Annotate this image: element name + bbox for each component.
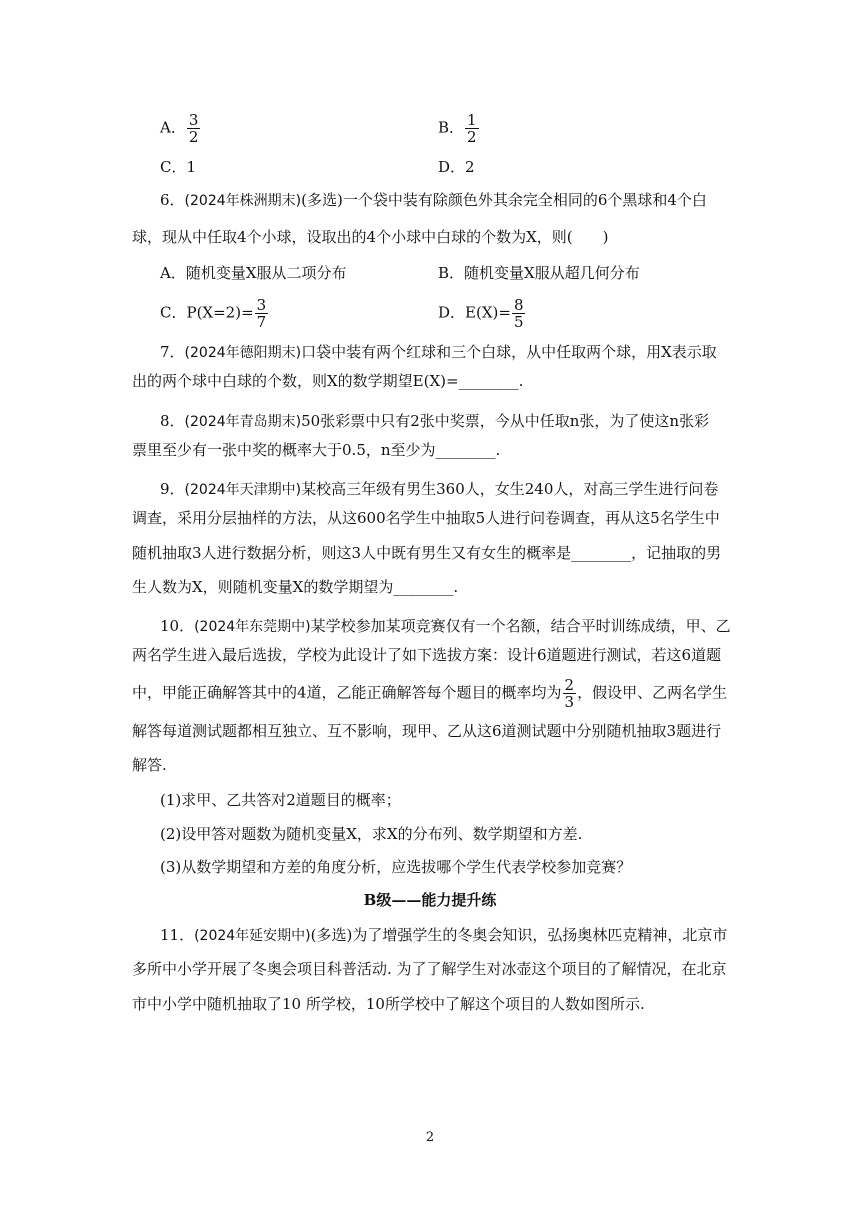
fraction (255, 297, 269, 330)
fraction-denominator: 2 (188, 128, 199, 146)
question-number: 6． (160, 191, 185, 209)
section-heading: B级——能力提升练 (363, 891, 497, 909)
option-label: B． (438, 118, 465, 137)
q6-option-d (438, 297, 526, 330)
question-source: (2024年延安期中) (194, 928, 311, 944)
page-number: 2 (425, 1130, 435, 1145)
question-number: 11． (160, 926, 195, 944)
question-number: 10． (160, 617, 195, 635)
q11-line-3: 市中小学中随机抽取了10 所学校，10所学校中了解这个项目的人数如图所示. (132, 995, 645, 1013)
q10-line-1 (160, 616, 731, 637)
question-number: 8． (160, 412, 185, 430)
q10-line-4: 解答每道测试题都相互独立、互不影响，现甲、乙从这6道测试题中分别随机抽取3题进行 (132, 722, 722, 740)
q10-line-5: 解答. (132, 756, 167, 774)
fraction-numerator: 8 (513, 296, 524, 314)
q10-line-3 (132, 677, 727, 710)
question-source: (2024年青岛期末) (184, 414, 302, 430)
option-label: A． (160, 118, 186, 137)
q10-subquestion-1: (1)求甲、乙共答对2道题目的概率； (160, 791, 401, 809)
fraction-numerator: 2 (564, 676, 575, 694)
question-text: (多选)一个袋中装有除颜色外其余完全相同的6个黑球和4个白 (301, 191, 707, 209)
question-text: 某学校参加某项竞赛仅有一个名额，结合平时训练成绩，甲、乙 (310, 617, 731, 635)
fraction-numerator: 3 (256, 296, 267, 314)
question-text: ，假设甲、乙两名学生 (577, 683, 728, 702)
q11-line-1 (160, 925, 727, 946)
q10-subquestion-2: (2)设甲答对题数为随机变量X，求X的分布列、数学期望和方差. (160, 825, 583, 843)
question-text: 50张彩票中只有2张中奖票，今从中任取n张，为了使这n张彩 (301, 412, 710, 430)
q5-option-b (438, 112, 480, 145)
fraction (187, 112, 201, 145)
question-number: 7． (160, 343, 185, 361)
q5-option-c: C．1 (160, 158, 197, 176)
q6-option-b: B．随机变量X服从超几何分布 (438, 264, 640, 282)
fraction (465, 112, 479, 145)
q9-line-1 (160, 479, 718, 500)
question-source: (2024年天津期中) (184, 482, 302, 498)
q9-line-4: 生人数为X，则随机变量X的数学期望为________. (132, 578, 459, 596)
fraction (563, 677, 577, 710)
q9-line-3: 随机抽取3人进行数据分析，则这3人中既有男生又有女生的概率是________，记抽取的男 (132, 544, 722, 562)
q5-option-d: D．2 (438, 158, 475, 176)
question-number: 9． (160, 480, 185, 498)
fraction-numerator: 3 (188, 111, 199, 129)
fraction-denominator: 7 (256, 313, 267, 331)
question-source: (2024年株洲期末) (184, 193, 302, 209)
q10-subquestion-3: (3)从数学期望和方差的角度分析，应选拔哪个学生代表学校参加竞赛？ (160, 858, 632, 876)
q7-line-2: 出的两个球中白球的个数，则X的数学期望E(X)=________. (132, 372, 524, 390)
q8-line-2: 票里至少有一张中奖的概率大于0.5，n至少为________. (132, 441, 501, 459)
question-text: 口袋中装有两个红球和三个白球，从中任取两个球，用X表示取 (301, 343, 717, 361)
q5-option-a (160, 112, 201, 145)
q9-line-2: 调查，采用分层抽样的方法，从这600名学生中抽取5人进行问卷调查，再从这5名学生中 (132, 509, 720, 527)
q10-line-2: 两名学生进入最后选拔，学校为此设计了如下选拔方案：设计6道题进行测试，若这6道题 (132, 646, 722, 664)
fraction-denominator: 5 (513, 313, 524, 331)
q6-option-a: A．随机变量X服从二项分布 (160, 264, 347, 282)
question-text: 中，甲能正确解答其中的4道，乙能正确解答每个题目的概率均为 (132, 683, 562, 702)
q7-line-1 (160, 342, 717, 363)
fraction-denominator: 2 (467, 128, 477, 146)
option-text: D．E(X)= (438, 303, 511, 322)
question-source: (2024年德阳期末) (184, 345, 302, 361)
q6-line-2: 球，现从中任取4个小球，设取出的4个小球中白球的个数为X，则( ) (132, 228, 609, 246)
q6-line-1 (160, 190, 707, 211)
q8-line-1 (160, 411, 709, 432)
q11-line-2: 多所中小学开展了冬奥会项目科普活动. 为了了解学生对冰壶这个项目的了解情况，在北京 (132, 960, 727, 978)
q6-option-c (160, 297, 269, 330)
fraction-denominator: 3 (564, 693, 575, 711)
question-source: (2024年东莞期中) (194, 619, 311, 635)
question-text: 某校高三年级有男生360人，女生240人，对高三学生进行问卷 (301, 480, 719, 498)
fraction-numerator: 1 (467, 111, 477, 129)
option-text: C．P(X=2)= (160, 303, 254, 322)
question-text: (多选)为了增强学生的冬奥会知识，弘扬奥林匹克精神，北京市 (310, 926, 728, 944)
fraction (512, 297, 526, 330)
